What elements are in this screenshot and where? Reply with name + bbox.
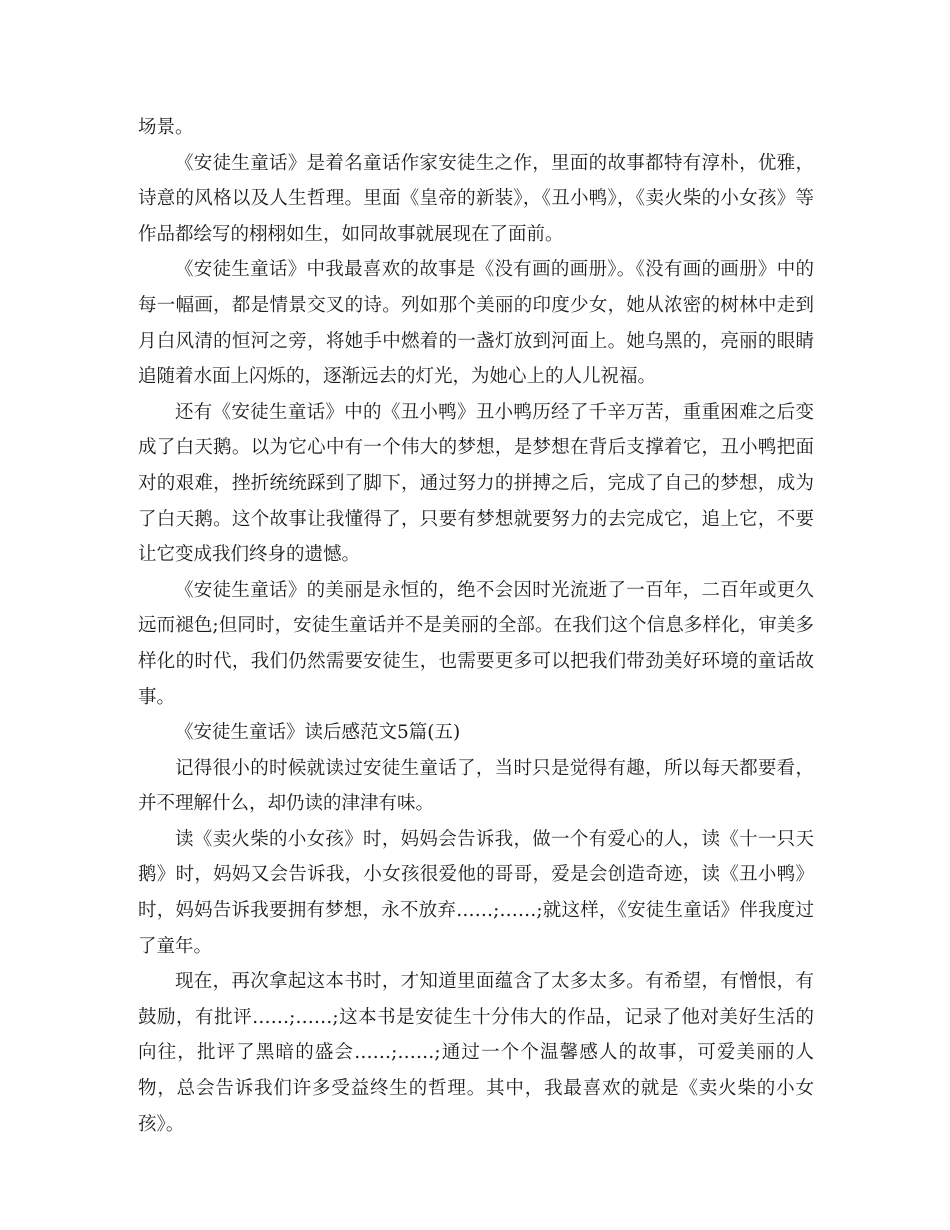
paragraph-6: 记得很小的时候就读过安徒生童话了，当时只是觉得有趣，所以每天都要看，并不理解什么，却仍读的津津有味。 bbox=[138, 757, 814, 815]
paragraph-1: 场景。 bbox=[138, 117, 194, 138]
section-heading: 《安徒生童话》读后感范文5篇(五) bbox=[175, 722, 461, 744]
document-page bbox=[138, 110, 814, 1142]
paragraph-5: 《安徒生童话》的美丽是永恒的，绝不会因时光流逝了一百年，二百年或更久远而褪色;但同时，安徒生童话并不是美丽的全部。在我们这个信息多样化，审美多样化的时代，我们仍然需要安徒生，也需要更多可以把我们带劲美好环境的童话故事。 bbox=[138, 579, 814, 708]
paragraph-4: 还有《安徒生童话》中的《丑小鸭》丑小鸭历经了千辛万苦，重重困难之后变成了白天鹅。以为它心中有一个伟大的梦想，是梦想在背后支撑着它，丑小鸭把面对的艰难，挫折统统踩到了脚下，通过努力的拼搏之后，完成了自己的梦想，成为了白天鹅。这个故事让我懂得了，只要有梦想就要努力的去完成它，追上它，不要让它变成我们终身的遗憾。 bbox=[138, 401, 814, 566]
paragraph-7: 读《卖火柴的小女孩》时，妈妈会告诉我，做一个有爱心的人，读《十一只天鹅》时，妈妈又会告诉我，小女孩很爱他的哥哥，爱是会创造奇迹，读《丑小鸭》时，妈妈告诉我要拥有梦想，永不放弃……;……;就这样，《安徒生童话》伴我度过了童年。 bbox=[138, 828, 814, 957]
paragraph-3: 《安徒生童话》中我最喜欢的故事是《没有画的画册》。《没有画的画册》中的每一幅画，都是情景交叉的诗。列如那个美丽的印度少女，她从浓密的树林中走到月白风清的恒河之旁，将她手中燃着的一盏灯放到河面上。她乌黑的，亮丽的眼睛追随着水面上闪烁的，逐渐远去的灯光，为她心上的人儿祝福。 bbox=[138, 259, 814, 388]
paragraph-8: 现在，再次拿起这本书时，才知道里面蕴含了太多太多。有希望，有憎恨，有鼓励，有批评……;……;这本书是安徒生十分伟大的作品，记录了他对美好生活的向往，批评了黑暗的盛会……;……;通过一个个温馨感人的故事，可爱美丽的人物，总会告诉我们许多受益终生的哲理。其中，我最喜欢的就是《卖火柴的小女孩》。 bbox=[138, 971, 814, 1135]
paragraph-2: 《安徒生童话》是着名童话作家安徒生之作，里面的故事都特有淳朴，优雅，诗意的风格以及人生哲理。里面《皇帝的新装》，《丑小鸭》，《卖火柴的小女孩》等作品都绘写的栩栩如生，如同故事就展现在了面前。 bbox=[138, 152, 814, 245]
